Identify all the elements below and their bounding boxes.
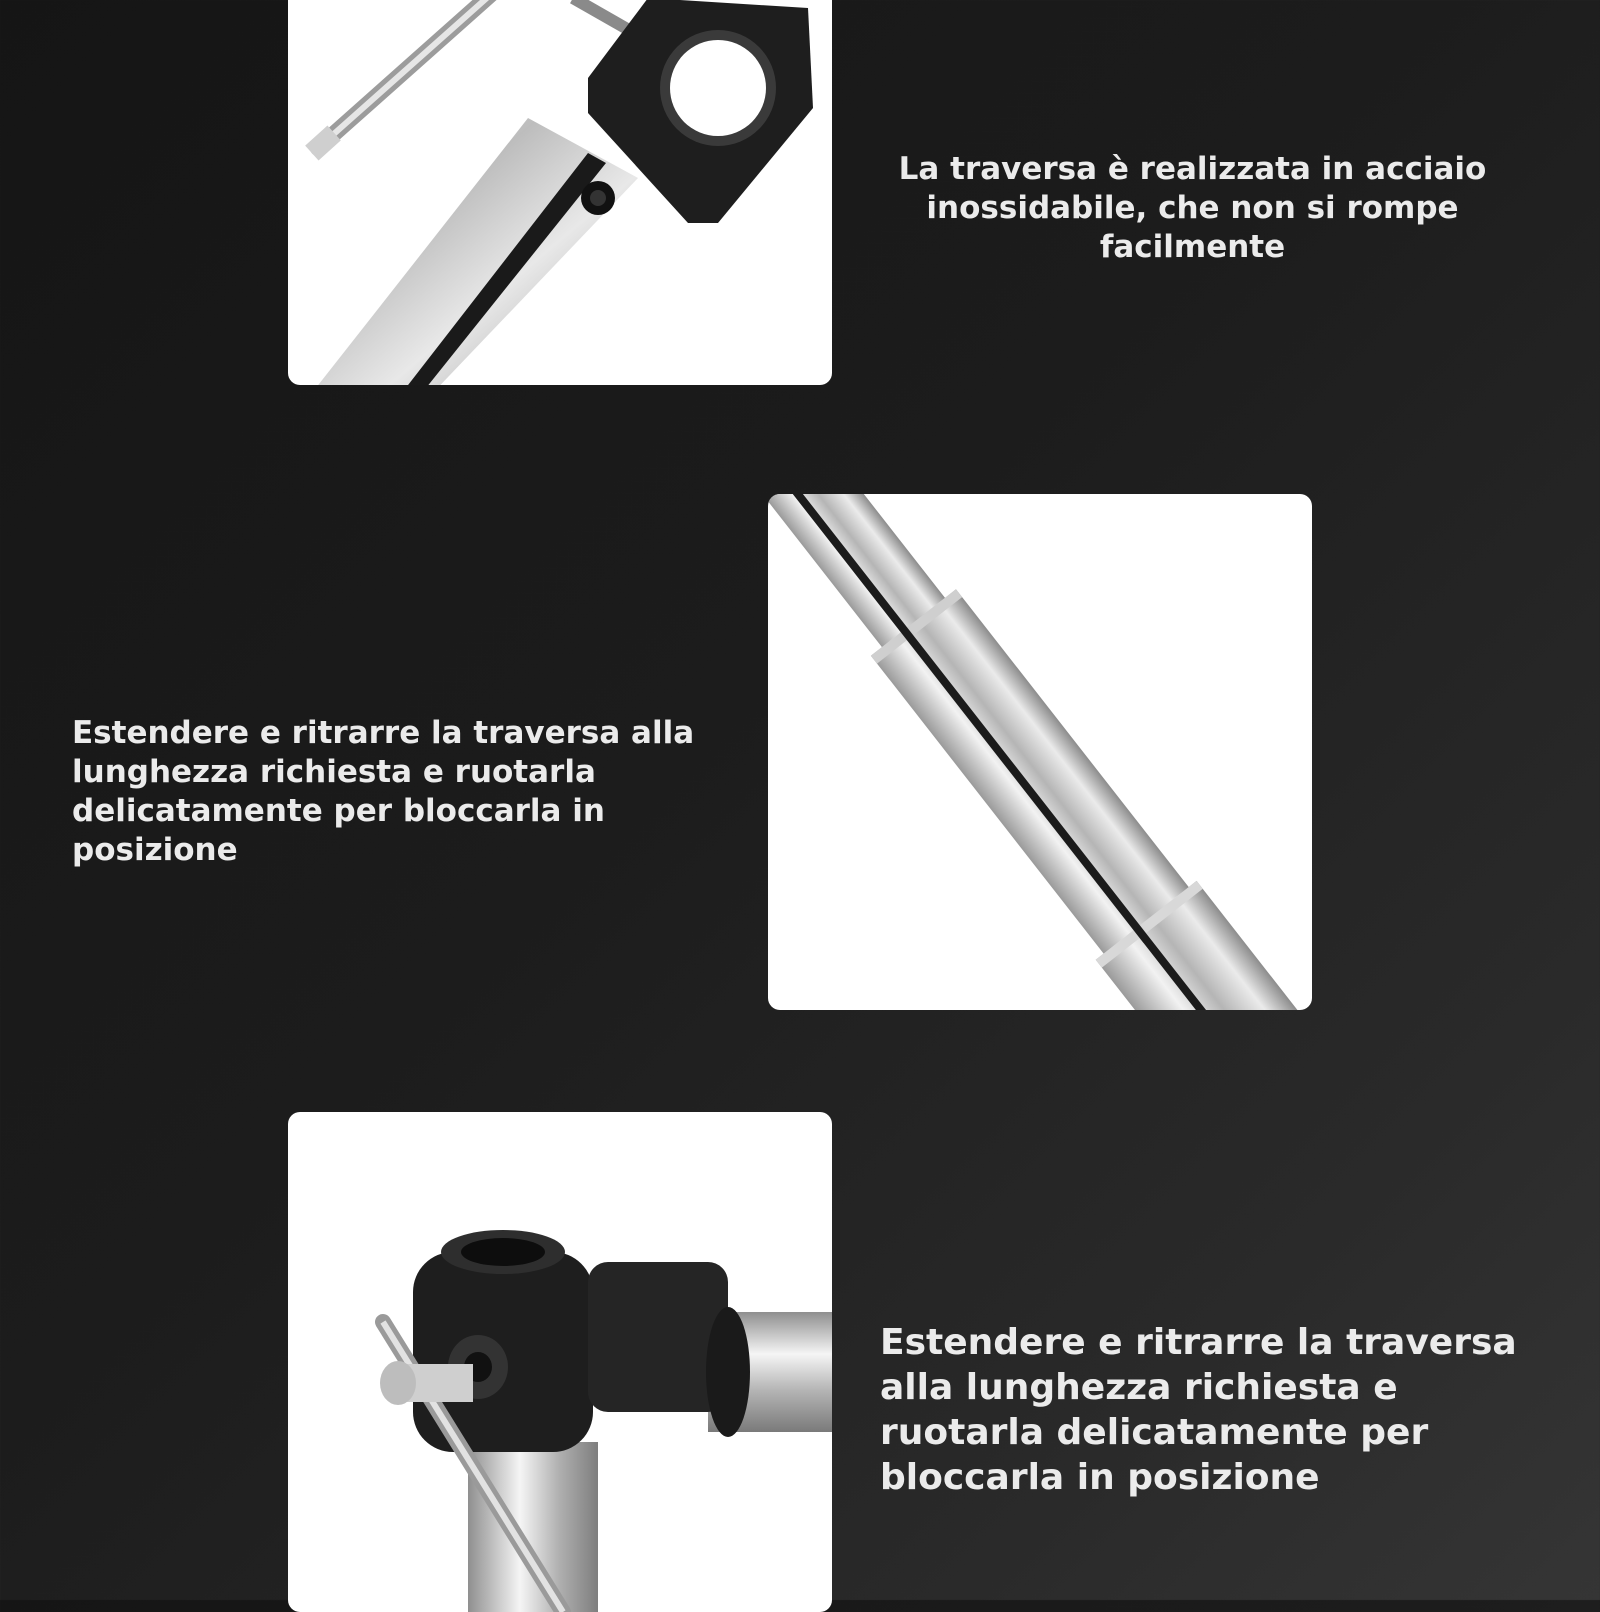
black-t-connector xyxy=(413,1230,750,1452)
telescopic-tube-photo xyxy=(768,494,1312,1010)
steel-tube xyxy=(308,118,638,385)
caption-extend-retract-left: Estendere e ritrarre la traversa alla lunghezza richiesta e ruotarla delicatamente per bloccarla in posizione xyxy=(72,715,695,868)
crossbar-clamp-fitting-photo xyxy=(288,0,832,385)
t-joint-illustration xyxy=(288,1112,832,1612)
telescopic-tube-illustration xyxy=(768,494,1312,1010)
caption-stainless-steel: La traversa è realizzata in acciaio inossidabile, che non si rompe facilmente xyxy=(898,151,1487,265)
vertical-pole xyxy=(468,1442,598,1612)
caption-extend-retract-right: Estendere e ritrarre la traversa alla lunghezza richiesta e ruotarla delicatamente per bloccarla in posizione xyxy=(880,1322,1517,1498)
t-joint-fitting-photo xyxy=(288,1112,832,1612)
clamp-fitting-illustration xyxy=(288,0,832,385)
